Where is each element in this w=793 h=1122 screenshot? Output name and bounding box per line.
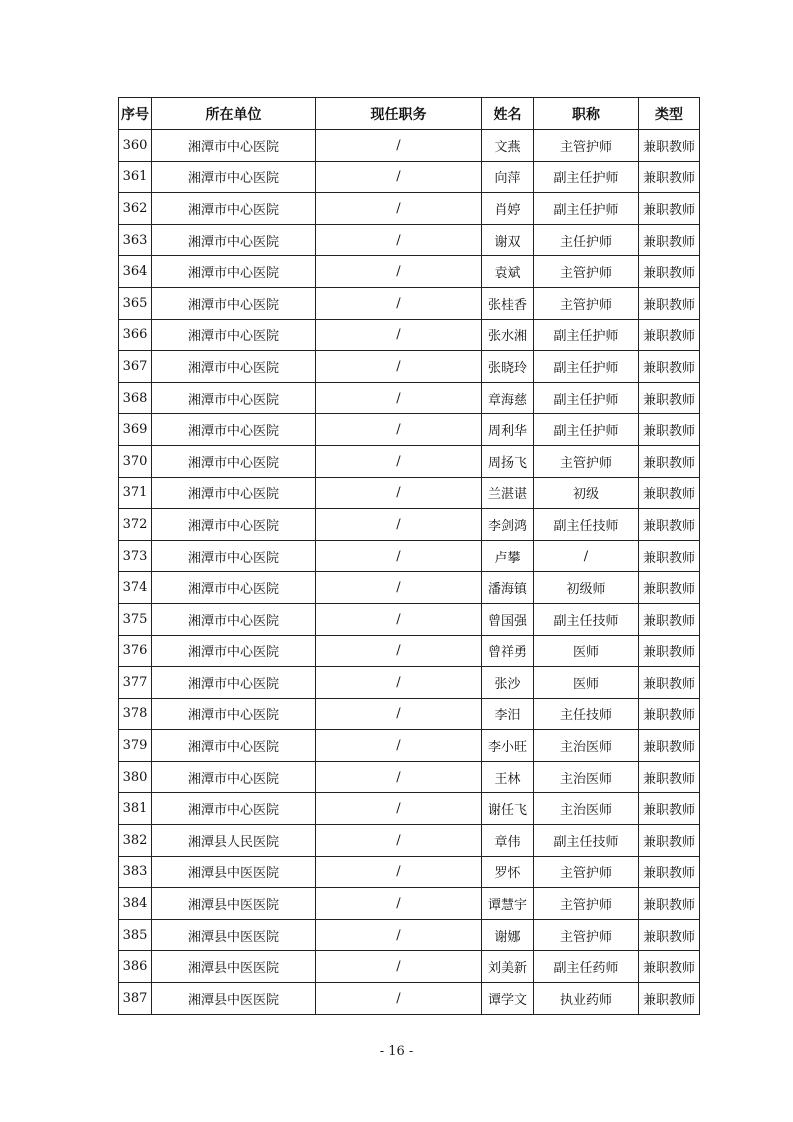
cell-serial-number: 369 bbox=[119, 414, 152, 446]
table-row bbox=[119, 319, 700, 351]
cell-unit: 湘潭县中医医院 bbox=[152, 919, 316, 951]
table-row bbox=[119, 698, 700, 730]
cell-type: 兼职教师 bbox=[639, 793, 700, 825]
cell-type: 兼职教师 bbox=[639, 983, 700, 1015]
cell-name: 谢双 bbox=[482, 224, 534, 256]
cell-serial-number: 374 bbox=[119, 572, 152, 604]
cell-unit: 湘潭县中医医院 bbox=[152, 951, 316, 983]
cell-serial-number: 377 bbox=[119, 667, 152, 699]
cell-current-post: / bbox=[316, 825, 482, 857]
cell-current-post: / bbox=[316, 635, 482, 667]
cell-unit: 湘潭市中心医院 bbox=[152, 635, 316, 667]
header-type: 类型 bbox=[639, 98, 700, 130]
cell-type: 兼职教师 bbox=[639, 951, 700, 983]
table-row bbox=[119, 951, 700, 983]
cell-professional-title: 医师 bbox=[534, 635, 639, 667]
cell-name: 兰湛谌 bbox=[482, 477, 534, 509]
cell-current-post: / bbox=[316, 224, 482, 256]
cell-unit: 湘潭县中医医院 bbox=[152, 983, 316, 1015]
cell-unit: 湘潭市中心医院 bbox=[152, 256, 316, 288]
cell-unit: 湘潭市中心医院 bbox=[152, 130, 316, 162]
cell-serial-number: 381 bbox=[119, 793, 152, 825]
table-row bbox=[119, 130, 700, 162]
table-row bbox=[119, 256, 700, 288]
cell-type: 兼职教师 bbox=[639, 287, 700, 319]
cell-current-post: / bbox=[316, 983, 482, 1015]
cell-current-post: / bbox=[316, 351, 482, 383]
page-number: - 16 - bbox=[379, 1044, 414, 1059]
cell-unit: 湘潭市中心医院 bbox=[152, 572, 316, 604]
cell-professional-title: 主管护师 bbox=[534, 130, 639, 162]
table-row bbox=[119, 351, 700, 383]
table-row bbox=[119, 224, 700, 256]
cell-current-post: / bbox=[316, 730, 482, 762]
cell-serial-number: 378 bbox=[119, 698, 152, 730]
cell-serial-number: 373 bbox=[119, 540, 152, 572]
table-header-row bbox=[119, 98, 700, 130]
header-current-post: 现任职务 bbox=[316, 98, 482, 130]
header-serial-number: 序号 bbox=[119, 98, 152, 130]
table-row bbox=[119, 856, 700, 888]
cell-professional-title: 主任护师 bbox=[534, 224, 639, 256]
cell-serial-number: 375 bbox=[119, 603, 152, 635]
table-row bbox=[119, 667, 700, 699]
cell-current-post: / bbox=[316, 130, 482, 162]
staff-table bbox=[118, 97, 700, 1015]
cell-serial-number: 383 bbox=[119, 856, 152, 888]
cell-type: 兼职教师 bbox=[639, 635, 700, 667]
cell-professional-title: 副主任护师 bbox=[534, 193, 639, 225]
cell-current-post: / bbox=[316, 256, 482, 288]
table-row bbox=[119, 761, 700, 793]
cell-unit: 湘潭市中心医院 bbox=[152, 161, 316, 193]
cell-unit: 湘潭市中心医院 bbox=[152, 351, 316, 383]
cell-serial-number: 365 bbox=[119, 287, 152, 319]
cell-type: 兼职教师 bbox=[639, 193, 700, 225]
cell-unit: 湘潭市中心医院 bbox=[152, 603, 316, 635]
table-row bbox=[119, 287, 700, 319]
cell-type: 兼职教师 bbox=[639, 919, 700, 951]
cell-serial-number: 371 bbox=[119, 477, 152, 509]
cell-current-post: / bbox=[316, 382, 482, 414]
cell-current-post: / bbox=[316, 698, 482, 730]
cell-type: 兼职教师 bbox=[639, 414, 700, 446]
cell-professional-title: 执业药师 bbox=[534, 983, 639, 1015]
cell-serial-number: 362 bbox=[119, 193, 152, 225]
cell-serial-number: 364 bbox=[119, 256, 152, 288]
cell-professional-title: 副主任技师 bbox=[534, 603, 639, 635]
cell-type: 兼职教师 bbox=[639, 477, 700, 509]
cell-professional-title: 主治医师 bbox=[534, 730, 639, 762]
cell-unit: 湘潭市中心医院 bbox=[152, 477, 316, 509]
table-row bbox=[119, 635, 700, 667]
cell-serial-number: 382 bbox=[119, 825, 152, 857]
cell-professional-title: 主治医师 bbox=[534, 793, 639, 825]
table-row bbox=[119, 414, 700, 446]
header-professional-title: 职称 bbox=[534, 98, 639, 130]
cell-current-post: / bbox=[316, 414, 482, 446]
cell-name: 张沙 bbox=[482, 667, 534, 699]
cell-serial-number: 376 bbox=[119, 635, 152, 667]
cell-professional-title: 主治医师 bbox=[534, 761, 639, 793]
table-row bbox=[119, 825, 700, 857]
cell-name: 卢攀 bbox=[482, 540, 534, 572]
cell-name: 袁斌 bbox=[482, 256, 534, 288]
cell-name: 王林 bbox=[482, 761, 534, 793]
cell-name: 章海慈 bbox=[482, 382, 534, 414]
cell-unit: 湘潭市中心医院 bbox=[152, 540, 316, 572]
cell-name: 李剑鸿 bbox=[482, 509, 534, 541]
cell-serial-number: 363 bbox=[119, 224, 152, 256]
cell-professional-title: 主任技师 bbox=[534, 698, 639, 730]
cell-serial-number: 370 bbox=[119, 445, 152, 477]
table-row bbox=[119, 793, 700, 825]
cell-name: 曾祥勇 bbox=[482, 635, 534, 667]
cell-serial-number: 368 bbox=[119, 382, 152, 414]
table-row bbox=[119, 888, 700, 920]
cell-professional-title: 副主任护师 bbox=[534, 319, 639, 351]
cell-professional-title: 副主任护师 bbox=[534, 382, 639, 414]
cell-unit: 湘潭市中心医院 bbox=[152, 287, 316, 319]
table-row bbox=[119, 572, 700, 604]
cell-serial-number: 380 bbox=[119, 761, 152, 793]
header-name: 姓名 bbox=[482, 98, 534, 130]
cell-name: 向萍 bbox=[482, 161, 534, 193]
cell-type: 兼职教师 bbox=[639, 856, 700, 888]
cell-serial-number: 379 bbox=[119, 730, 152, 762]
cell-type: 兼职教师 bbox=[639, 825, 700, 857]
cell-current-post: / bbox=[316, 540, 482, 572]
cell-type: 兼职教师 bbox=[639, 761, 700, 793]
cell-professional-title: 副主任技师 bbox=[534, 509, 639, 541]
cell-type: 兼职教师 bbox=[639, 572, 700, 604]
table-row bbox=[119, 540, 700, 572]
cell-professional-title: / bbox=[534, 540, 639, 572]
cell-unit: 湘潭市中心医院 bbox=[152, 667, 316, 699]
cell-name: 周扬飞 bbox=[482, 445, 534, 477]
cell-type: 兼职教师 bbox=[639, 509, 700, 541]
cell-serial-number: 360 bbox=[119, 130, 152, 162]
cell-current-post: / bbox=[316, 161, 482, 193]
cell-serial-number: 372 bbox=[119, 509, 152, 541]
cell-type: 兼职教师 bbox=[639, 382, 700, 414]
cell-current-post: / bbox=[316, 919, 482, 951]
cell-unit: 湘潭市中心医院 bbox=[152, 761, 316, 793]
cell-name: 潘海镇 bbox=[482, 572, 534, 604]
cell-professional-title: 副主任护师 bbox=[534, 351, 639, 383]
cell-unit: 湘潭市中心医院 bbox=[152, 193, 316, 225]
cell-name: 张晓玲 bbox=[482, 351, 534, 383]
cell-current-post: / bbox=[316, 793, 482, 825]
cell-current-post: / bbox=[316, 193, 482, 225]
cell-unit: 湘潭县中医医院 bbox=[152, 856, 316, 888]
cell-current-post: / bbox=[316, 319, 482, 351]
cell-current-post: / bbox=[316, 888, 482, 920]
table-row bbox=[119, 730, 700, 762]
cell-name: 章伟 bbox=[482, 825, 534, 857]
cell-type: 兼职教师 bbox=[639, 667, 700, 699]
cell-professional-title: 主管护师 bbox=[534, 445, 639, 477]
cell-professional-title: 主管护师 bbox=[534, 888, 639, 920]
cell-unit: 湘潭市中心医院 bbox=[152, 698, 316, 730]
cell-unit: 湘潭县中医医院 bbox=[152, 888, 316, 920]
cell-name: 谢任飞 bbox=[482, 793, 534, 825]
cell-unit: 湘潭县人民医院 bbox=[152, 825, 316, 857]
cell-name: 罗怀 bbox=[482, 856, 534, 888]
cell-serial-number: 367 bbox=[119, 351, 152, 383]
cell-current-post: / bbox=[316, 951, 482, 983]
cell-name: 张桂香 bbox=[482, 287, 534, 319]
cell-professional-title: 副主任护师 bbox=[534, 161, 639, 193]
table-row bbox=[119, 477, 700, 509]
table-row bbox=[119, 161, 700, 193]
cell-current-post: / bbox=[316, 761, 482, 793]
cell-current-post: / bbox=[316, 287, 482, 319]
cell-professional-title: 主管护师 bbox=[534, 856, 639, 888]
header-unit: 所在单位 bbox=[152, 98, 316, 130]
cell-type: 兼职教师 bbox=[639, 730, 700, 762]
table-row bbox=[119, 603, 700, 635]
cell-name: 张水湘 bbox=[482, 319, 534, 351]
cell-unit: 湘潭市中心医院 bbox=[152, 224, 316, 256]
cell-professional-title: 主管护师 bbox=[534, 256, 639, 288]
cell-type: 兼职教师 bbox=[639, 224, 700, 256]
cell-current-post: / bbox=[316, 445, 482, 477]
table-row bbox=[119, 445, 700, 477]
cell-professional-title: 医师 bbox=[534, 667, 639, 699]
cell-current-post: / bbox=[316, 572, 482, 604]
cell-unit: 湘潭市中心医院 bbox=[152, 319, 316, 351]
cell-unit: 湘潭市中心医院 bbox=[152, 793, 316, 825]
cell-serial-number: 385 bbox=[119, 919, 152, 951]
cell-current-post: / bbox=[316, 667, 482, 699]
cell-type: 兼职教师 bbox=[639, 161, 700, 193]
cell-professional-title: 副主任技师 bbox=[534, 825, 639, 857]
table-row bbox=[119, 983, 700, 1015]
cell-unit: 湘潭市中心医院 bbox=[152, 414, 316, 446]
cell-name: 文燕 bbox=[482, 130, 534, 162]
cell-type: 兼职教师 bbox=[639, 540, 700, 572]
table-row bbox=[119, 193, 700, 225]
cell-type: 兼职教师 bbox=[639, 319, 700, 351]
table-row bbox=[119, 919, 700, 951]
cell-name: 谭慧宇 bbox=[482, 888, 534, 920]
cell-current-post: / bbox=[316, 856, 482, 888]
cell-name: 谭学文 bbox=[482, 983, 534, 1015]
cell-current-post: / bbox=[316, 477, 482, 509]
cell-current-post: / bbox=[316, 603, 482, 635]
cell-serial-number: 386 bbox=[119, 951, 152, 983]
cell-name: 谢娜 bbox=[482, 919, 534, 951]
cell-professional-title: 主管护师 bbox=[534, 919, 639, 951]
cell-type: 兼职教师 bbox=[639, 603, 700, 635]
cell-type: 兼职教师 bbox=[639, 698, 700, 730]
cell-unit: 湘潭市中心医院 bbox=[152, 730, 316, 762]
cell-unit: 湘潭市中心医院 bbox=[152, 382, 316, 414]
cell-current-post: / bbox=[316, 509, 482, 541]
cell-serial-number: 361 bbox=[119, 161, 152, 193]
table-row bbox=[119, 509, 700, 541]
cell-professional-title: 副主任药师 bbox=[534, 951, 639, 983]
cell-serial-number: 366 bbox=[119, 319, 152, 351]
cell-professional-title: 主管护师 bbox=[534, 287, 639, 319]
cell-type: 兼职教师 bbox=[639, 888, 700, 920]
cell-type: 兼职教师 bbox=[639, 130, 700, 162]
cell-type: 兼职教师 bbox=[639, 256, 700, 288]
cell-name: 李汨 bbox=[482, 698, 534, 730]
cell-name: 刘美新 bbox=[482, 951, 534, 983]
cell-type: 兼职教师 bbox=[639, 445, 700, 477]
cell-type: 兼职教师 bbox=[639, 351, 700, 383]
cell-name: 曾国强 bbox=[482, 603, 534, 635]
cell-unit: 湘潭市中心医院 bbox=[152, 445, 316, 477]
table-row bbox=[119, 382, 700, 414]
cell-name: 周利华 bbox=[482, 414, 534, 446]
cell-unit: 湘潭市中心医院 bbox=[152, 509, 316, 541]
cell-serial-number: 384 bbox=[119, 888, 152, 920]
table-body bbox=[119, 130, 700, 1015]
cell-professional-title: 初级 bbox=[534, 477, 639, 509]
cell-professional-title: 初级师 bbox=[534, 572, 639, 604]
cell-professional-title: 副主任护师 bbox=[534, 414, 639, 446]
cell-name: 李小旺 bbox=[482, 730, 534, 762]
cell-serial-number: 387 bbox=[119, 983, 152, 1015]
cell-name: 肖婷 bbox=[482, 193, 534, 225]
